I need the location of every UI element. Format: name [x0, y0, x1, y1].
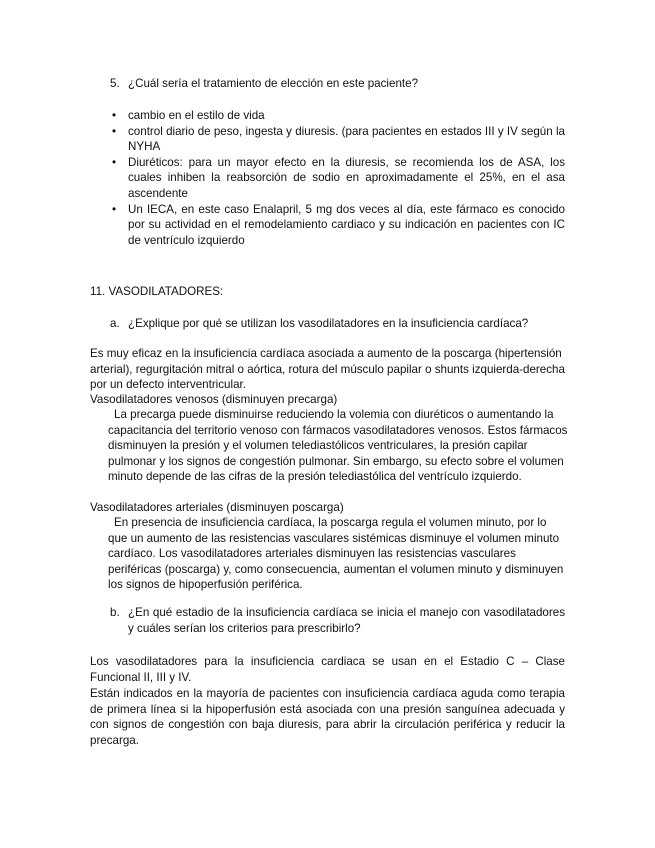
question-b-letter: b.	[110, 606, 120, 619]
bullet-icon: •	[112, 109, 117, 122]
venous-vasodilators-text: La precarga puede disminuirse reduciendo la volemia con diuréticos o aumentando la capacitancia del territorio venoso con fármacos vasodilatadores venosos. Estos fármacos disminuyen la presión y el volumen telediastólicos ventriculares, la presión capilar pulmonar y los signos de congestión pulmonar. Sin embargo, su efecto sobre el volumen minuto depende de las cifras de la presión telediastólica del ventrículo izquierdo.	[108, 408, 568, 484]
answer-b-paragraph-1: Los vasodilatadores para la insuficiencia cardiaca se usan en el Estadio C – Clase Funcional II, III y IV.	[90, 655, 565, 684]
treatment-bullet-list	[112, 108, 565, 248]
list-item: • cambio en el estilo de vida	[112, 109, 265, 122]
venous-vasodilators-title: Vasodilatadores venosos (disminuyen precarga)	[90, 393, 338, 406]
question-a-letter: a.	[110, 317, 120, 330]
list-item: • control diario de peso, ingesta y diuresis. (para pacientes en estados III y IV según la NYHA	[112, 124, 565, 154]
arterial-vasodilators-title: Vasodilatadores arteriales (disminuyen poscarga)	[90, 501, 344, 514]
answer-a-intro: Es muy eficaz en la insuficiencia cardíaca asociada a aumento de la poscarga (hipertensión arterial), regurgitación mitral o aórtica, rotura del músculo papilar o shunts izquierda-derecha por un defecto interventricular.	[90, 347, 565, 392]
question-b-text: ¿En qué estadio de la insuficiencia cardíaca se inicia el manejo con vasodilatadores y cuáles serían los criterios para prescribirlo?	[128, 606, 565, 635]
answer-b-paragraph-2: Están indicados en la mayoría de pacientes con insuficiencia cardíaca aguda como terapia de primera línea si la hipoperfusión está asociada con una presión sanguínea adecuada y con signos de congestión con baja diuresis, para abrir la circulación periférica y reducir la precarga.	[90, 687, 565, 747]
section-11-heading: 11. VASODILATADORES:	[90, 285, 224, 298]
bullet-icon: •	[112, 124, 117, 138]
question-5-number: 5.	[110, 77, 120, 90]
question-5-text: ¿Cuál sería el tratamiento de elección en este paciente?	[128, 77, 419, 90]
list-item: • Diuréticos: para un mayor efecto en la diuresis, se recomienda los de ASA, los cuales inhiben la reabsorción de sodio en aproximadamente el 25%, en el asa ascendente	[112, 155, 565, 200]
bullet-icon: •	[112, 202, 117, 216]
bullet-icon: •	[112, 155, 117, 169]
question-a-text: ¿Explique por qué se utilizan los vasodilatadores en la insuficiencia cardíaca?	[128, 317, 529, 330]
list-item: • Un IECA, en este caso Enalapril, 5 mg dos veces al día, este fármaco es conocido por su actividad en el remodelamiento cardiaco y su indicación en pacientes con IC de ventrículo izquierdo	[112, 202, 565, 247]
arterial-vasodilators-text: En presencia de insuficiencia cardíaca, la poscarga regula el volumen minuto, por lo que un aumento de las resistencias vasculares sistémicas disminuye el volumen minuto cardíaco. Los vasodilatadores arteriales disminuyen las resistencias vasculares periféricas (poscarga) y, como consecuencia, aumentan el volumen minuto y disminuyen los signos de hipoperfusión periférica.	[108, 516, 564, 592]
